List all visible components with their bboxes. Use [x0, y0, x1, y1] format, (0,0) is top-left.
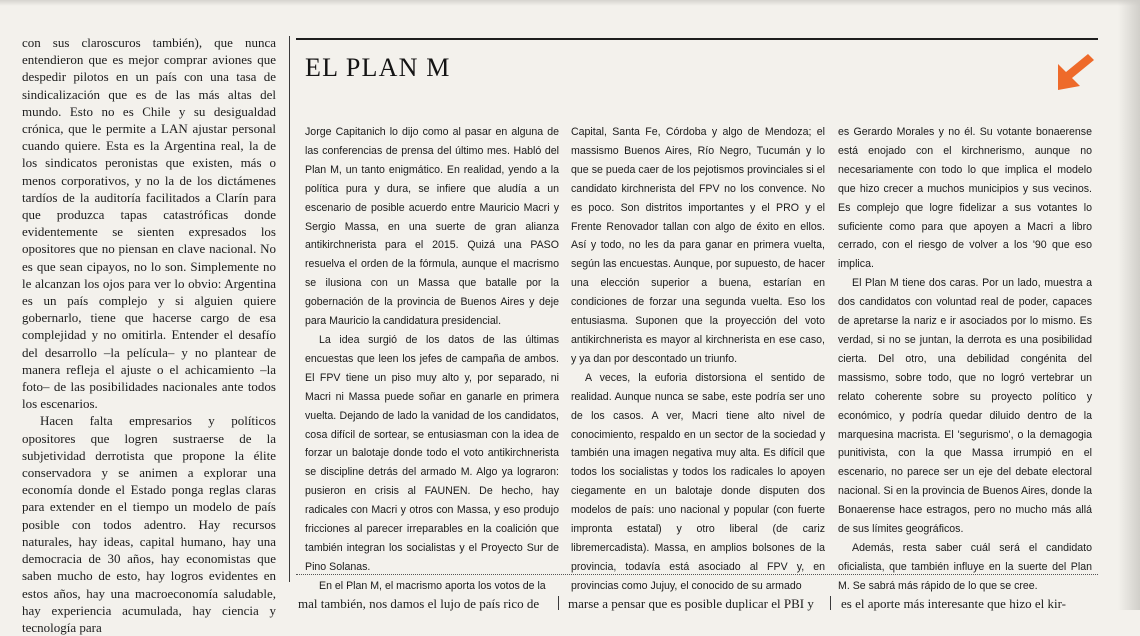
column-divider — [289, 36, 290, 582]
continuation-line: mal también, nos damos el lujo de país rico de — [298, 596, 540, 611]
left-paragraph: con sus claroscuros también), que nunca entendieron que es mejor comprar aviones que despedir pilotos en un país con una tasa de sindicalización que es de las más altas del mundo. Esto no es Chile y su desigualdad crónica, que le permite a LAN ajustar personal cuando quiere. Esta es la Argentina real, la de los sindicatos peronistas que existen, más o menos corporativos, y no la de los dictámenes tardíos de la auditoría facilitados a Clarín para que produzca tapas catastróficas donde evidentemente se sienten expresados los opositores que no piensan en clave nacional. No es que sean cipayos, no lo son. Simplemente no le alcanzan los ojos para ver lo obvio: Argentina es un país complejo y si alguien quiere gobernarlo, tiene que hacerse cargo de esa complejidad y no omitirla. Entender el desafío del desarrollo –la película– y no plantear de manera refleja el ajuste o el achicamiento –la foto– de las posibilidades nacionales ante todos los escenarios. — [22, 35, 276, 412]
box-paragraph: En el Plan M, el macrismo aporta los votos de la — [319, 579, 546, 592]
left-article-column — [22, 34, 276, 636]
box-paragraph: El Plan M tiene dos caras. Por un lado, muestra a dos candidatos con voluntad real de poder, capaces de apretarse la nariz e ir asociados por lo mismo. Es verdad, si no se juntan, la derrota es una posibilidad cierta. Del otro, una debilidad congénita del massismo, sobre todo, que no logró vertebrar un relato coherente sobre su proyecto político y económico, y podría quedar diluido dentro de la marquesina macrista. El 'segurismo', o la demagogia punitivista, con la que Massa irrumpió en el escenario, no parece ser un eje del debate electoral nacional. Si en la provincia de Buenos Aires, donde la Bonaerense hace estragos, pero no mucho más allá de sus límites geográficos. — [838, 277, 1092, 536]
box-bottom-rule — [296, 574, 1098, 575]
box-column-2 — [571, 123, 825, 596]
box-column-3 — [838, 123, 1092, 596]
continuation-line: es el aporte más interesante que hizo el kir- — [841, 596, 1066, 611]
box-paragraph: Capital, Santa Fe, Córdoba y algo de Mendoza; el massismo Buenos Aires, Río Negro, Tucumán y lo que se pueda caer de los pejotismos provinciales si el candidato kirchnerista del FPV no los convence. No es poco. Son distritos importantes y el PRO y el Frente Renovador tallan con algo de éxito en ellos. Así y todo, no les da para ganar en primera vuelta, según las encuestas. Aunque, por supuesto, de hacer una elección superior a buena, estarían en condiciones de forzar una segunda vuelta. Eso los entusiasma. Suponen que la proyección del voto antikirchnerista es mayor al kirchnerista en ese caso, y ya dan por descontado un triunfo. — [571, 126, 825, 365]
box-paragraph: Además, resta saber cuál será el candidato oficialista, que también influye en la suerte del Plan M. Se sabrá más rápido de lo que se cree. — [838, 541, 1092, 592]
box-top-rule — [296, 38, 1098, 40]
left-paragraph: Hacen falta empresarios y políticos opositores que logren sustraerse de la subjetividad derrotista que propone la élite conservadora y se animen a explorar una economía donde el Estado ponga reglas claras para extender en el tiempo un modelo de país posible con todos adentro. Hay recursos naturales, hay ideas, capital humano, hay una democracia de 30 años, hay economistas que saben mucho de esto, hay logros evidentes en estos años, hay una macroeconomía saludable, hay experiencia acumulada, hay ciencia y tecnología para — [22, 413, 276, 635]
box-paragraph: Jorge Capitanich lo dijo como al pasar en alguna de las conferencias de prensa del último mes. Habló del Plan M, un tanto enigmático. En realidad, yendo a la política pura y dura, se infiere que aludía a un escenario de posible acuerdo entre Mauricio Macri y Sergio Massa, en una suerte de gran alianza antikirchnerista para el 2015. Quizá una PASO resuelva el orden de la fórmula, aunque el macrismo se ilusiona con un Massa que batalle por la gobernación de la provincia de Buenos Aires y deje para Mauricio la candidatura presidencial. — [305, 126, 559, 328]
column-divider — [830, 596, 831, 610]
box-title: EL PLAN M — [305, 53, 451, 82]
box-paragraph: es Gerardo Morales y no él. Su votante bonaerense está enojado con el kirchnerismo, aunque no necesariamente con todo lo que implica el modelo que hizo crecer a muchos municipios y sus vecinos. Es complejo que logre fidelizar a sus votantes lo suficiente como para que apoyen a Macri a libro cerrado, con el riesgo de volver a los '90 que eso implica. — [838, 126, 1092, 271]
box-paragraph: A veces, la euforia distorsiona el sentido de realidad. Aunque nunca se sabe, este podría ser uno de los casos. A ver, Macri tiene alto nivel de conocimiento, respaldo en un sector de la sociedad y también una imagen negativa muy alta. Es difícil que todos los socialistas y todos los radicales lo apoyen ciegamente en un balotaje donde disputen dos modelos de país: uno nacional y popular (con fuerte impronta estatal) y otro liberal (de cariz libremercadista). Massa, en amplios bolsones de la provincia, todavía está asociado al FPV y, en provincias como Jujuy, el conocido de su armado — [571, 371, 825, 592]
continuation-line: marse a pensar que es posible duplicar el PBI y — [568, 596, 814, 611]
box-column-1 — [305, 123, 559, 596]
column-divider — [558, 596, 559, 610]
scan-top-shadow — [0, 0, 1140, 6]
box-paragraph: La idea surgió de los datos de las últimas encuestas que leen los jefes de campaña de ambos. El FPV tiene un piso muy alto y, por separado, ni Macri ni Massa puede soñar en ganarle en primera vuelta. Dejando de lado la vanidad de los candidatos, cosa difícil de sortear, se entusiasman con la idea de forzar un balotaje donde todo el voto antikirchnerista se discipline detrás del armado M. Algo ya lograron: pusieron en crisis al FAUNEN. De hecho, hay radicales con Macri y otros con Massa, y eso produjo fricciones al parecer irreparables en la coalición que también integran los socialistas y el Proyecto Sur de Pino Solanas. — [305, 333, 559, 573]
arrow-down-left-icon — [1052, 50, 1098, 94]
scan-edge-shadow — [1118, 0, 1140, 610]
